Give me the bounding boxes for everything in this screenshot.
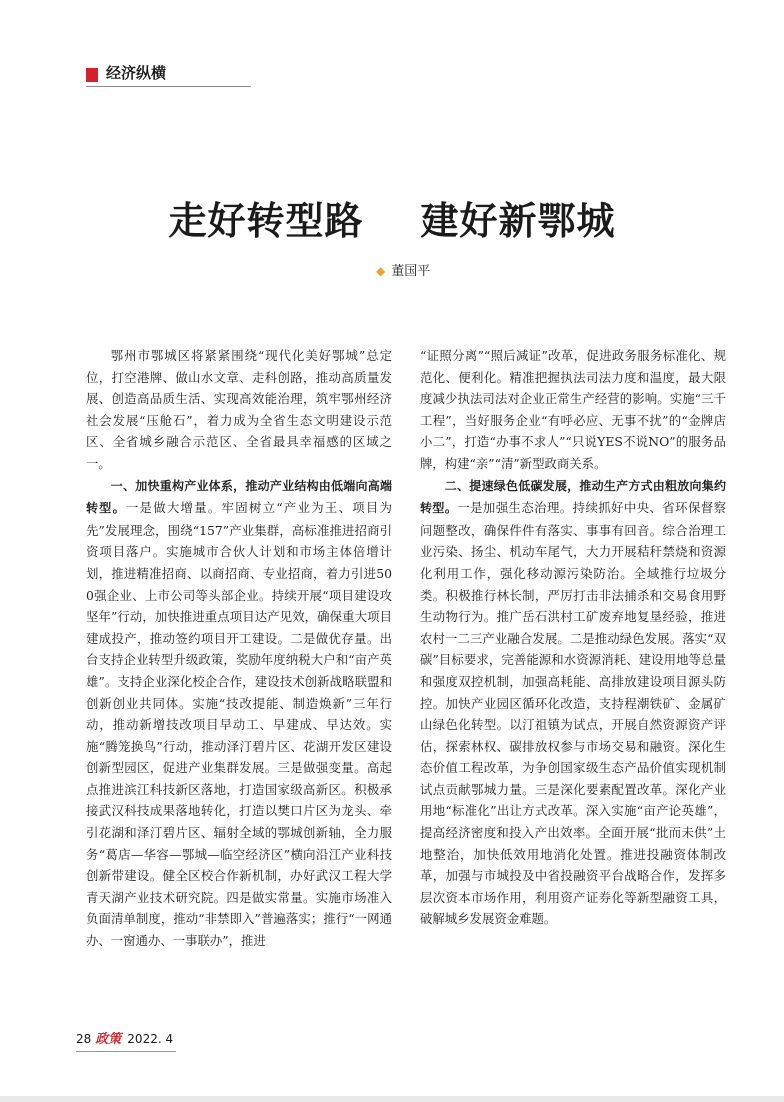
- section-one-paragraph: [86, 475, 392, 952]
- section-two-paragraph: [420, 475, 726, 930]
- section-marker-icon: [86, 68, 98, 82]
- magazine-logo: 政策: [95, 1032, 122, 1047]
- section-underline: [86, 86, 251, 87]
- section-header: [86, 62, 251, 84]
- diamond-icon: ◆: [376, 264, 386, 278]
- left-column: [86, 345, 392, 952]
- article-title: 走好转型路 建好新鄂城: [168, 198, 616, 243]
- bottom-band: [0, 1096, 784, 1102]
- continued-paragraph: “证照分离”“照后减证”改革，促进政务服务标准化、规范化、便利化。精准把握执法司法力度和温度，最大限度减少执法司法对企业正常生产经营的影响。实施“三千工程”，当好服务企业“有呼必应、无事不扰”的“金牌店小二”，打造“办事不求人”“只说YES不说NO”的服务品牌，构建“亲”“清”新型政商关系。: [420, 348, 726, 471]
- section-two-body: 一是加强生态治理。持续抓好中央、省环保督察问题整改，确保件件有落实、事事有回音。综合治理工业污染、扬尘、机动车尾气，大力开展秸秆禁烧和资源化利用工作，强化移动源污染防治。全域推行垃圾分类。积极推行林长制，严厉打击非法捕杀和交易食用野生动物行为。推广岳石洪村工矿废弃地复垦经验，推进农村一二三产业融合发展。二是推动绿色发展。落实“双碳”目标要求，完善能源和水资源消耗、建设用地等总量和强度双控机制，加强高耗能、高排放建设项目源头防控。加快产业园区循环化改造，支持程潮铁矿、金属矿山绿色化转型。以汀祖镇为试点，开展自然资源资产评估，探索林权、碳排放权参与市场交易和融资。深化生态价值工程改革，为争创国家级生态产品价值实现机制试点贡献鄂城力量。三是深化要素配置改革。深化产业用地“标准化”出让方式改革。深入实施“亩产论英雄”，提高经济密度和投入产出效率。全面开展“批而未供”土地整治，加快低效用地消化处置。推进投融资体制改革，加强与市城投及中省投融资平台战略合作，发挥多层次资本市场作用，利用资产证券化等新型融资工具，破解城乡发展资金难题。: [420, 500, 726, 927]
- section-two-heading: 二、提速绿色低碳发展，推动生产方式由粗放向集约转型。: [420, 478, 726, 516]
- page-number: 28: [76, 1032, 92, 1046]
- section-one-body: 一是做大增量。牢固树立“产业为王、项目为先”发展理念，围绕“157”产业集群，高标准推进招商引资项目落户。实施城市合伙人计划和市场主体倍增计划，推进精准招商、以商招商、专业招商，着力引进500强企业、上市公司等头部企业。持续开展“项目建设攻坚年”行动，加快推进重点项目达产见效，确保重大项目建成投产，推动签约项目开工建设。二是做优存量。出台支持企业转型升级政策，奖励年度纳税大户和“亩产英雄”。支持企业深化校企合作，建设技术创新战略联盟和创新创业共同体。实施“技改提能、制造焕新”三年行动，推动新增技改项目早动工、早建成、早达效。实施“腾笼换鸟”行动，推动泽汀碧片区、花湖开发区建设创新型园区，促进产业集群发展。三是做强变量。高起点推进滨江科技新区落地，打造国家级高新区。积极承接武汉科技成果落地转化，打造以樊口片区为龙头、牵引花湖和泽汀碧片区、辐射全域的鄂城创新轴，全力服务“葛店—华容—鄂城—临空经济区”横向沿江产业科技创新带建设。健全区校合作新机制，办好武汉工程大学青天湖产业技术研究院。四是做实常量。实施市场准入负面清单制度，推动“非禁即入”普遍落实；推行“一网通办、一窗通办、一事联办”，推进: [86, 500, 392, 949]
- issue-number: 2022. 4: [127, 1032, 174, 1046]
- intro-paragraph: 鄂州市鄂城区将紧紧围绕“现代化美好鄂城”总定位，打空港牌、做山水文章、走科创路，推动高质量发展、创造高品质生活、实现高效能治理，筑牢鄂州经济社会发展“压舱石”，着力成为全省生态文明建设示范区、全省城乡融合示范区、全省最具幸福感的区域之一。: [86, 348, 392, 471]
- section-one-heading: 一、加快重构产业体系，推动产业结构由低端向高端转型。: [86, 478, 392, 516]
- right-column: [420, 345, 726, 930]
- footer-divider: [76, 1051, 176, 1052]
- page-footer: [76, 1030, 173, 1048]
- section-label: 经济纵横: [106, 64, 167, 82]
- author-line: [376, 262, 430, 281]
- author-name: 董国平: [391, 264, 431, 279]
